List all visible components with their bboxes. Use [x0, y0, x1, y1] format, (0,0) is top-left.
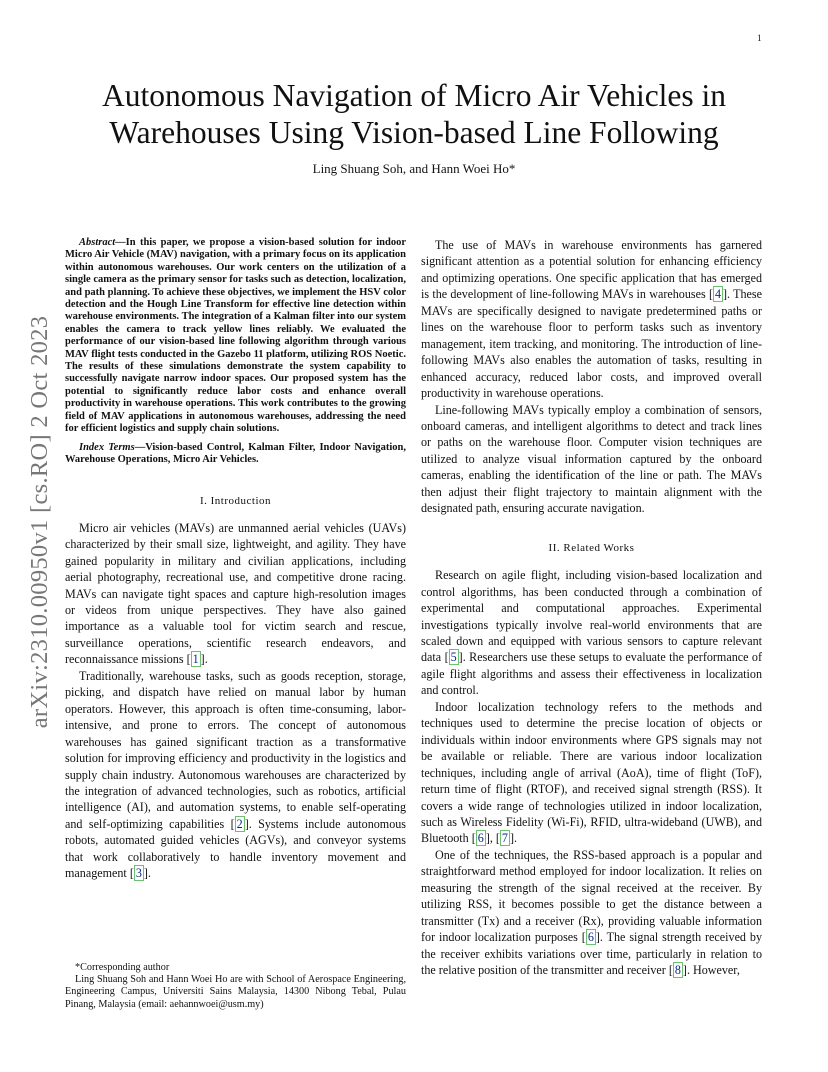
related-paragraph-2: Indoor localization technology refers to the methods and techniques used to determine the precise location of objects or individuals within indoor environments where GPS signals may not be available or reliable. There are various indoor localization techniques, including angle of arrival (AoA), time of flight (ToF), return time of flight (RTOF), and received signal strength (RSS). It covers a wide range of technologies utilized in indoor localization, such as Wireless Fidelity (Wi-Fi), RFID, ultra-wideband (UWB), and Bluetooth [ 6 ], [ 7 ].	[421, 699, 762, 846]
related-p1-text-a: Research on agile flight, including vision-based localization and control algorithms, has been conducted through a combination of experimental and computational approaches. Experimental investigations typically involve real-world environments that are scaled down and equipped with various sensors to capture relevant data	[421, 568, 762, 665]
arxiv-stamp: arXiv:2310.00950v1 [cs.RO] 2 Oct 2023	[26, 315, 53, 729]
right-p1-text-b: . These MAVs are specifically designed to navigate predetermined paths or lines on the warehouse floor to perform tasks such as inventory management, item tracking, and monitoring. The introduction of line-following MAVs also enables the automation of tasks, resulting in enhanced accuracy, reduced labor costs, and improved overall productivity in warehouse operations.	[421, 287, 762, 401]
citation-link[interactable]: 8	[674, 963, 681, 978]
right-p1-text-a: The use of MAVs in warehouse environments has garnered significant attention as a potential solution for enhancing efficiency and optimizing operations. One specific application that has emerged is the development of line-following MAVs in warehouses	[421, 238, 762, 302]
title-line-2: Warehouses Using Vision-based Line Following	[109, 115, 719, 150]
abstract-lead: Abstract	[79, 237, 116, 248]
citation-link[interactable]: 6	[477, 831, 484, 846]
intro-p2-text-a: Traditionally, warehouse tasks, such as goods reception, storage, picking, and dispatch have relied on manual labor by human operators. However, this approach is often time-consuming, labor-intensive, and prone to errors. The concept of autonomous warehouses has gained significant traction as a transformative solution for improving efficiency and productivity in the logistics and supply chain industry. Autonomous warehouses are characterized by the integration of advanced technologies, such as robotics, artificial intelligence (AI), and automation systems, to enable self-operating and self-optimizing capabilities	[65, 668, 406, 831]
right-p2-text: Line-following MAVs typically employ a combination of sensors, onboard cameras, and intelligent algorithms to detect and track lines or paths on the warehouse floor. Computer vision techniques are utilized to analyze visual information captured by the onboard cameras, enabling the identification of the line or path. The MAVs then adjust their flight trajectory to maintain alignment with the designated path, ensuring accurate navigation.	[421, 402, 762, 516]
authors: Ling Shuang Soh, and Hann Woei Ho*	[312, 161, 516, 176]
title-line-1: Autonomous Navigation of Micro Air Vehicles in	[101, 78, 727, 113]
left-column	[65, 237, 406, 882]
related-p3-text-a: One of the techniques, the RSS-based approach is a popular and straightforward method employed for indoor localization. It relies on measuring the strength of the signal received at the receiver. By utilizing RSS, it becomes possible to get the distance between a transmitter (Tx) and a receiver (Rx), providing valuable information for indoor localization purposes	[421, 847, 762, 945]
related-p1-text-b: . Researchers use these setups to evaluate the performance of agile flight algorithms and assess their effectiveness in localization and control.	[421, 650, 762, 698]
right-paragraph-1: The use of MAVs in warehouse environments has garnered significant attention as a potential solution for enhancing efficiency and optimizing operations. One specific application that has emerged is the development of line-following MAVs in warehouses [ 4 ]. These MAVs are specifically designed to navigate predetermined paths or lines on the warehouse floor to perform tasks such as inventory management, item tracking, and monitoring. The introduction of line-following MAVs also enables the automation of tasks, resulting in enhanced accuracy, reduced labor costs, and improved overall productivity in warehouse operations.	[421, 238, 762, 401]
right-column	[421, 237, 762, 978]
paper-title	[60, 77, 768, 151]
related-p3-text-b: . The signal strength received by the receiver exhibits variations over time, particularly in relation to the relative position of the transmitter and receiver	[421, 930, 762, 978]
abstract	[65, 237, 406, 466]
intro-p2-text-b: . Systems include autonomous robots, automated guided vehicles (AGVs), and conveyor systems that work collaboratively to handle inventory movement and management	[65, 816, 406, 881]
section-heading-related-works: II. Related Works	[548, 541, 635, 554]
citation-link[interactable]: 7	[501, 831, 508, 846]
index-terms-lead: Index Terms	[79, 441, 135, 453]
related-p2-text: Indoor localization technology refers to the methods and techniques used to determine the precise location of objects or individuals within indoor environments where GPS signals may not be available or reliable. There are various indoor localization techniques, including angle of arrival (AoA), time of flight (ToF), return time of flight (RTOF), and received signal strength (RSS). It covers a wide range of technologies utilized in indoor localization, such as Wireless Fidelity (Wi-Fi), RFID, ultra-wideband (UWB), and Bluetooth	[421, 699, 762, 846]
intro-p1-text: Micro air vehicles (MAVs) are unmanned aerial vehicles (UAVs) characterized by their small size, lightweight, and agility. They have gained popularity in military and civilian applications, including aerial photography, recreational use, and competitive drone racing. MAVs can navigate tight spaces and capture high-resolution images or videos from unique perspectives. They have also gained importance as a valuable tool for victim search and rescue, surveillance operations, scientific research endeavors, and reconnaissance missions	[65, 520, 406, 667]
citation-link[interactable]: 3	[135, 866, 142, 881]
footnote-affiliation: Ling Shuang Soh and Hann Woei Ho are with School of Aerospace Engineering, Engineering Campus, Universiti Sains Malaysia, 14300 Nibong Tebal, Pulau Pinang, Malaysia (email: aehannwoei@usm.my)	[65, 974, 406, 1010]
citation-link[interactable]: 1	[192, 652, 199, 667]
page-number: 1	[757, 33, 762, 43]
citation-link[interactable]: 4	[714, 287, 722, 302]
citation-link[interactable]: 6	[587, 930, 594, 945]
section-heading-introduction: I. Introduction	[199, 495, 272, 508]
citation-separator: ,	[489, 831, 496, 846]
related-paragraph-3: One of the techniques, the RSS-based approach is a popular and straightforward method employed for indoor localization. It relies on measuring the strength of the signal received at the receiver. By utilizing RSS, it becomes possible to get the distance between a transmitter (Tx) and a receiver (Rx), providing valuable information for indoor localization purposes [ 6 ]. The signal strength received by the receiver exhibits variations over time, particularly in relation to the relative position of the transmitter and receiver [ 8 ]. However,	[421, 847, 762, 978]
index-terms	[65, 442, 406, 467]
intro-paragraph-1: Micro air vehicles (MAVs) are unmanned aerial vehicles (UAVs) characterized by their small size, lightweight, and agility. They have gained popularity in military and civilian applications, including aerial photography, recreational use, and competitive drone racing. MAVs can navigate tight spaces and capture high-resolution images or videos from unique perspectives. They have also gained importance as a valuable tool for victim search and rescue, surveillance operations, scientific research endeavors, and reconnaissance missions [ 1 ].	[65, 520, 406, 667]
index-terms-text: —Vision-based Control, Kalman Filter, Indoor Navigation, Warehouse Operations, Micro Air Vehicles.	[65, 441, 406, 465]
footnote	[65, 962, 406, 1011]
citation-link[interactable]: 5	[450, 650, 457, 665]
related-p3-text-c: . However,	[686, 963, 740, 978]
related-paragraph-1: Research on agile flight, including vision-based localization and control algorithms, has been conducted through a combination of experimental and computational approaches. Experimental investigations typically involve real-world environments that are scaled down and equipped with various sensors to capture relevant data [ 5 ]. Researchers use these setups to evaluate the performance of agile flight algorithms and assess their effectiveness in localization and control.	[421, 568, 762, 698]
intro-paragraph-2: Traditionally, warehouse tasks, such as goods reception, storage, picking, and dispatch have relied on manual labor by human operators. However, this approach is often time-consuming, labor-intensive, and prone to errors. The concept of autonomous warehouses has gained significant traction as a transformative solution for improving efficiency and productivity in the logistics and supply chain industry. Autonomous warehouses are characterized by the integration of advanced technologies, such as robotics, artificial intelligence (AI), and automation systems, to enable self-operating and self-optimizing capabilities [ 2 ]. Systems include autonomous robots, automated guided vehicles (AGVs), and conveyor systems that work collaboratively to handle inventory movement and management [ 3 ].	[65, 668, 406, 881]
citation-link[interactable]: 2	[236, 816, 243, 831]
abstract-text: —In this paper, we propose a vision-based solution for indoor Micro Air Vehicle (MAV) navigation, with a primary focus on its application within autonomous warehouses. Our work centers on the utilization of a single camera as the primary sensor for tasks such as detection, localization, and path planning. To achieve these objectives, we implement the HSV color detection and the Hough Line Transform for effective line detection within warehouse environments. The integration of a Kalman filter into our system enables the camera to track yellow lines reliably. We evaluated the performance of our vision-based line following algorithm through various MAV flight tests conducted in the Gazebo 11 platform, utilizing ROS Noetic. The results of these simulations demonstrate the system capability to successfully navigate narrow indoor spaces. Our proposed system has the potential to significantly reduce labor costs and enhance overall productivity in warehouse operations. This work contributes to the growing field of MAV applications in autonomous warehouses, addressing the need for efficient logistics and supply chain solutions.	[65, 237, 406, 435]
footnote-corresponding-author: *Corresponding author	[75, 962, 170, 973]
right-paragraph-2	[421, 402, 762, 517]
